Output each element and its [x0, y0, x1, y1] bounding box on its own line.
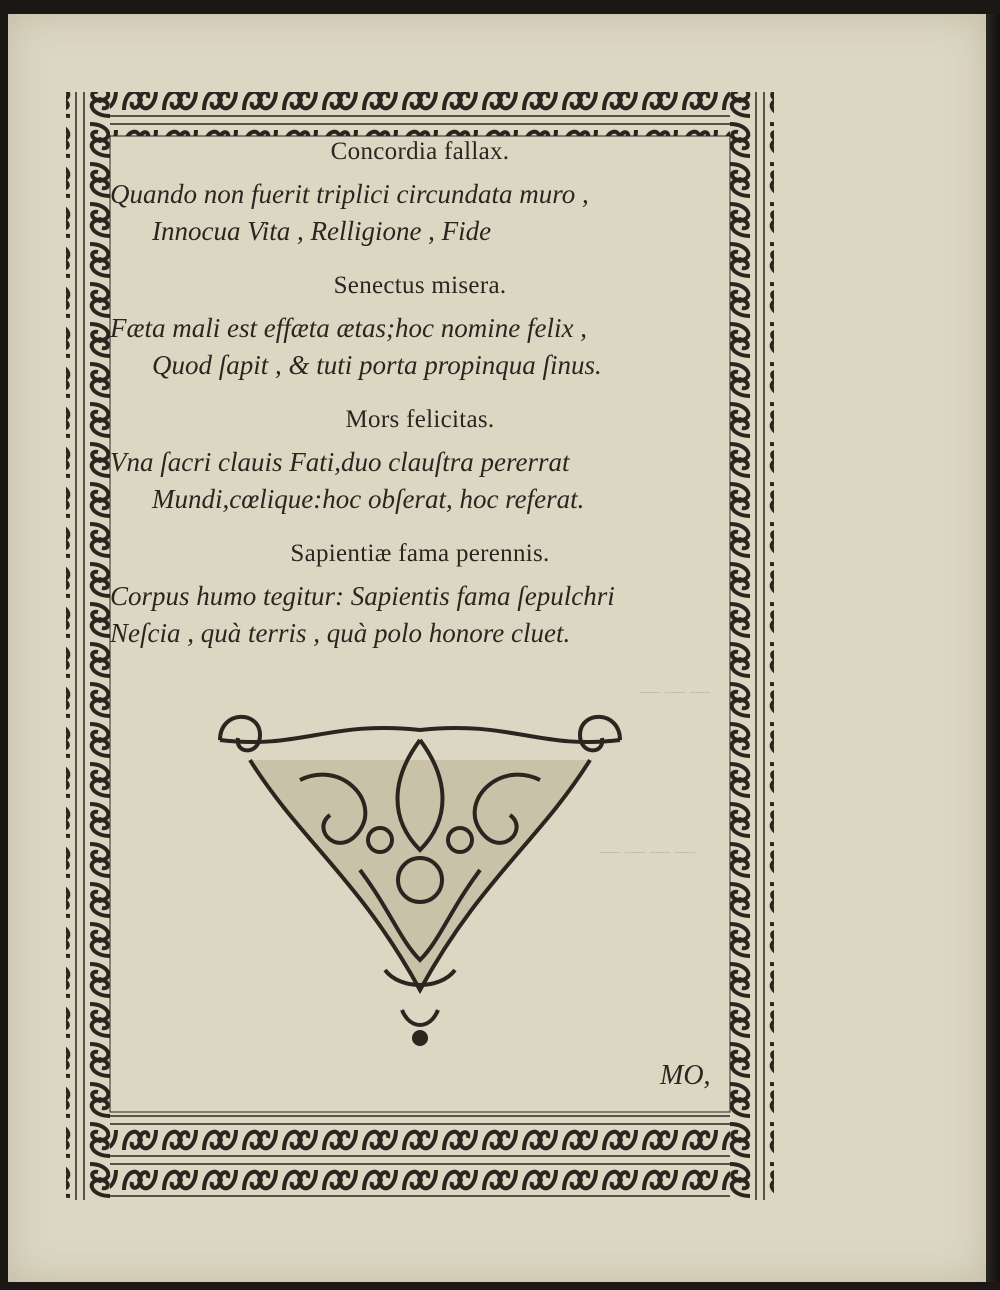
verse-line: Neſcia , quà terris , quà polo honore cluet. [110, 618, 571, 648]
verse-line: Innocua Vita , Relligione , Fide [152, 216, 492, 246]
verse-line: Vna ſacri clauis Fati,duo clauſtra pererrat [110, 447, 570, 477]
section-mors [110, 406, 730, 518]
section-heading: Concordia fallax. [330, 138, 510, 165]
poem-text [110, 138, 730, 652]
foliate-tailpiece-ornament [220, 717, 620, 1044]
verse-line: Quando non fuerit triplici circundata muro , [110, 179, 589, 209]
section-senectus [110, 272, 730, 384]
catchword: MO, [660, 1060, 711, 1091]
verse-line: Fæta mali est effæta ætas;hoc nomine felix , [110, 313, 587, 343]
section-sapientia [110, 540, 730, 652]
section-concordia [110, 138, 730, 250]
section-heading: Senectus misera. [333, 272, 507, 299]
verse-line: Corpus humo tegitur: Sapientis fama ſepulchri [110, 581, 615, 611]
verse-line: Mundi,cœlique:hoc obſerat, hoc referat. [152, 484, 585, 514]
section-heading: Sapientiæ fama perennis. [290, 540, 550, 567]
section-heading: Mors felicitas. [345, 406, 495, 433]
verse-line: Quod ſapit , & tuti porta propinqua ſinus. [152, 350, 602, 380]
